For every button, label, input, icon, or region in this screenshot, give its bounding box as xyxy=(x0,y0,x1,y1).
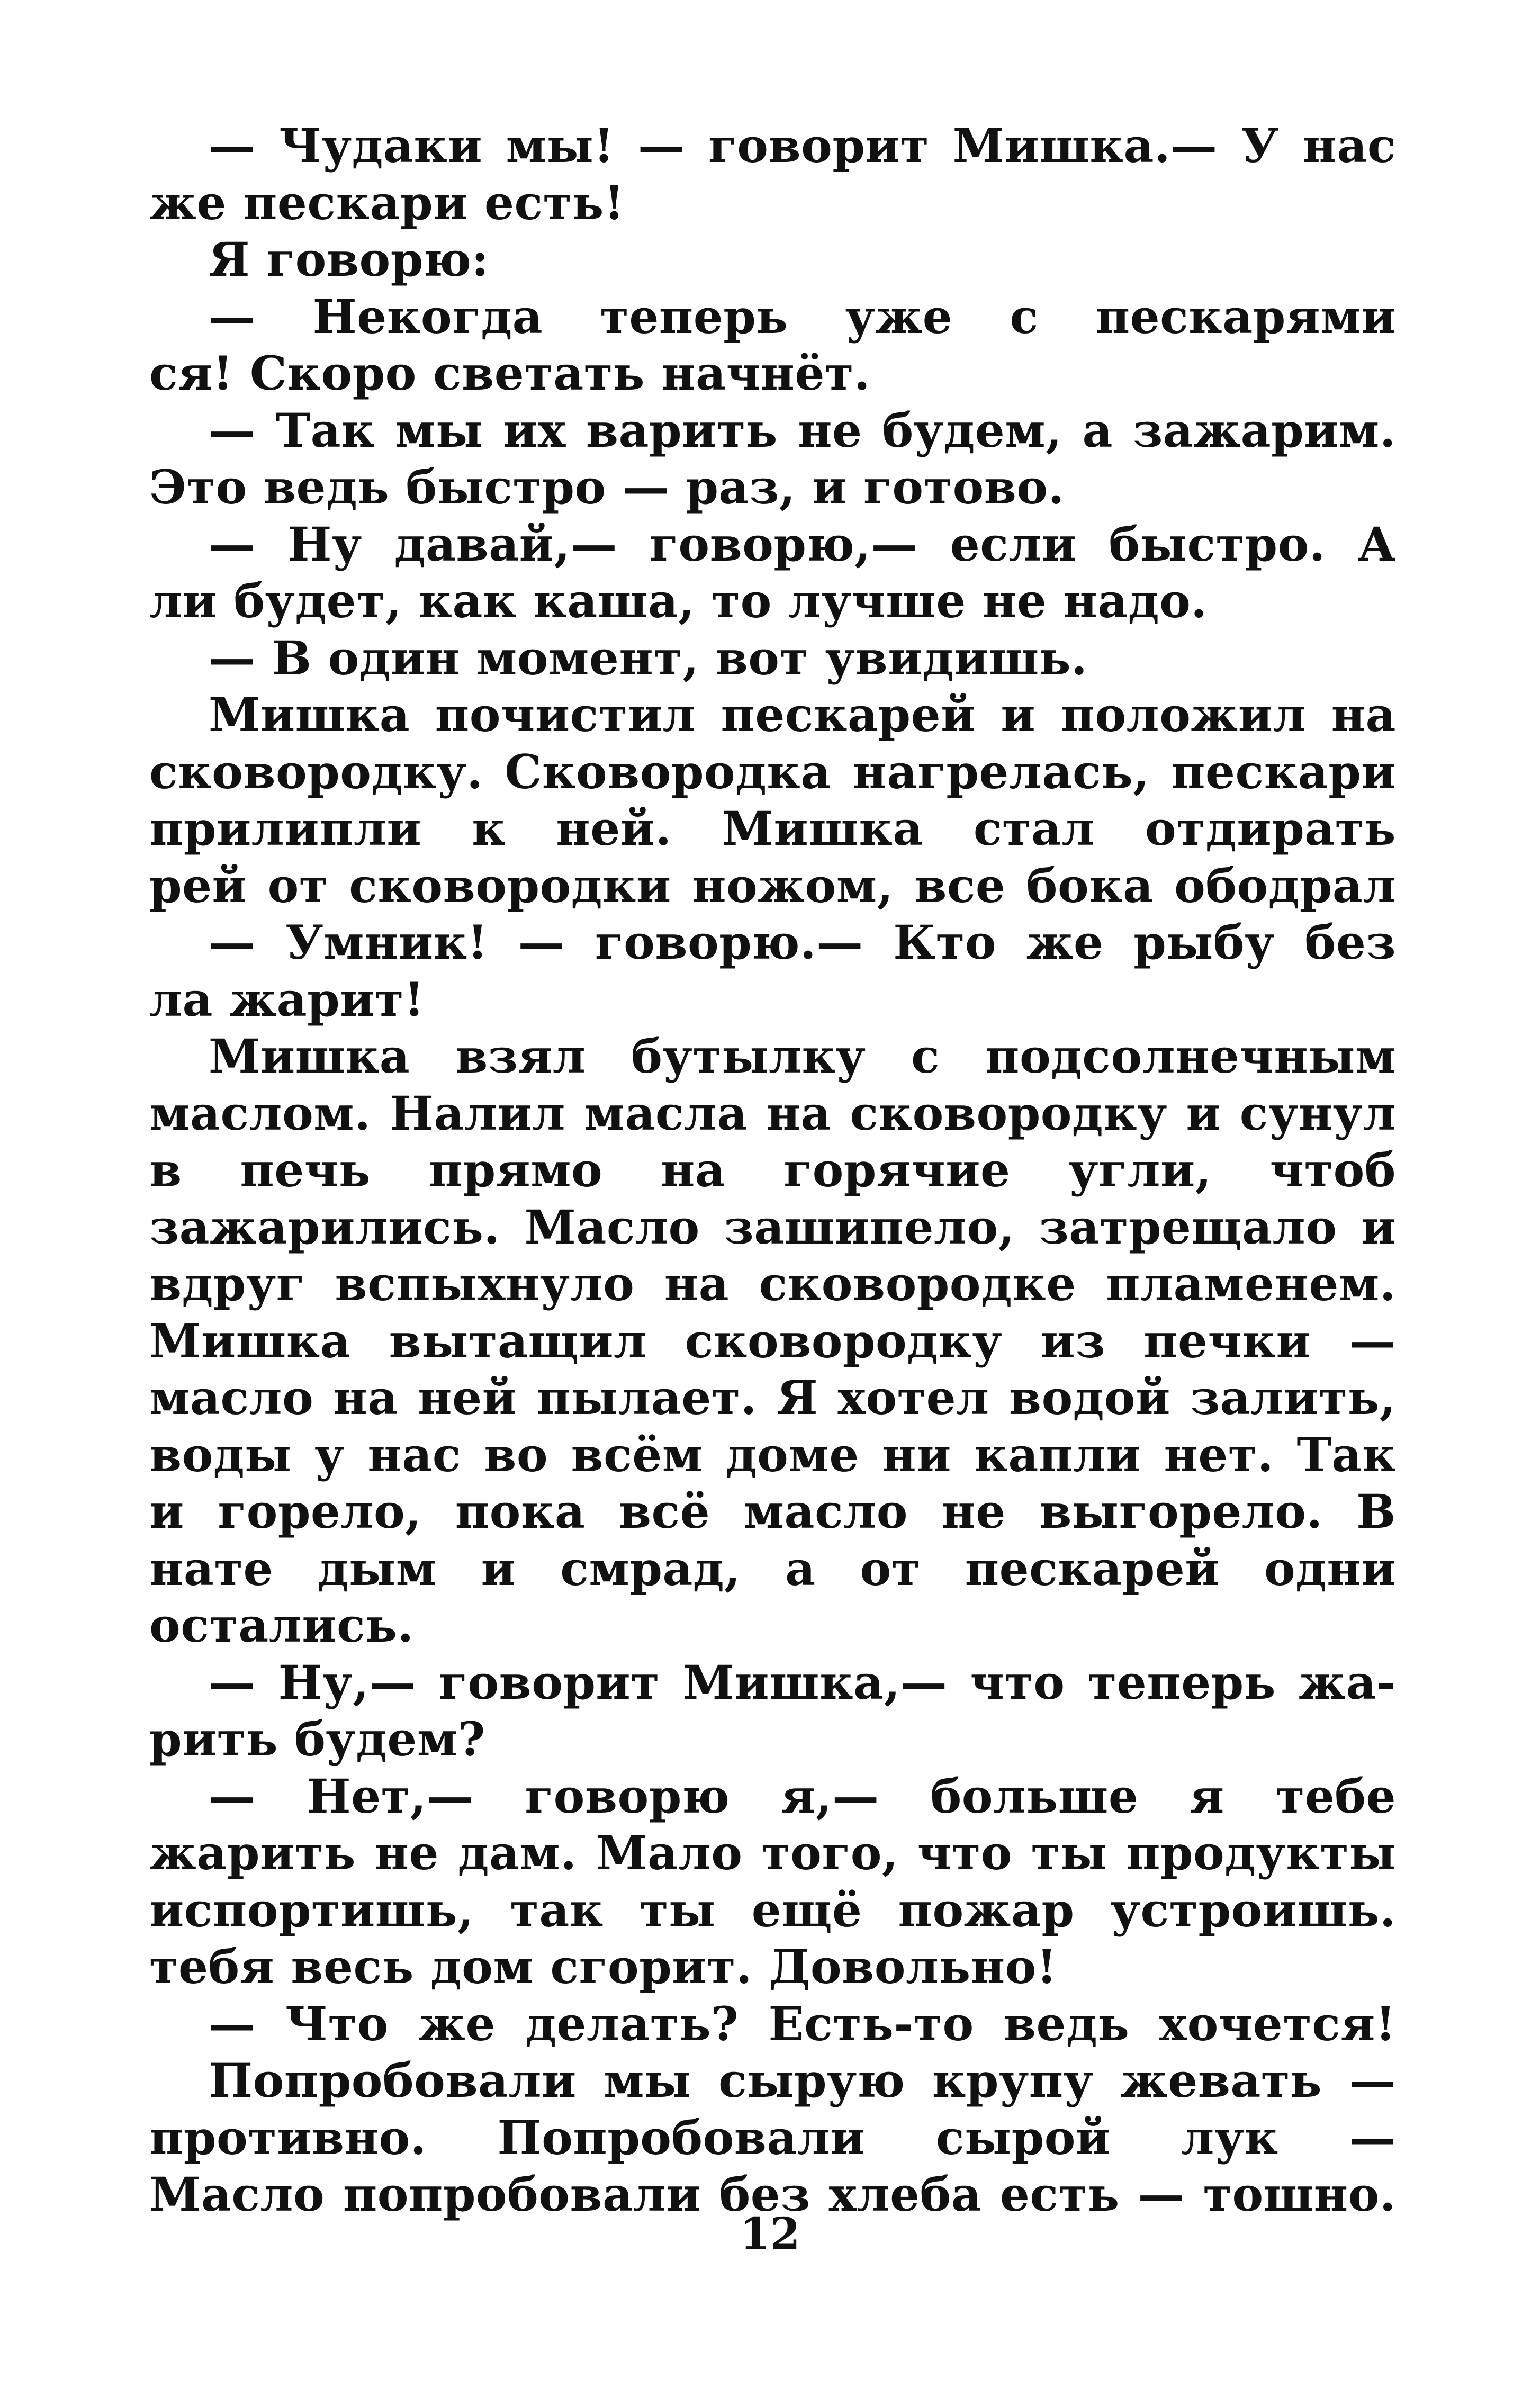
text-line-content: — Так мы их варить не будем, а зажарим. xyxy=(209,402,1396,458)
text-line-content: Мишка почистил пескарей и положил на xyxy=(209,687,1396,742)
text-line-content: — Ну,— говорит Мишка,— что теперь жа- xyxy=(209,1654,1396,1710)
text-line xyxy=(149,289,1396,346)
text-line xyxy=(149,573,1396,630)
text-line-content: — Ну давай,— говорю,— если быстро. А xyxy=(209,516,1396,572)
text-line-content: — Умник! — говорю.— Кто же рыбу без xyxy=(209,915,1396,970)
text-line-content: — Что же делать? Есть-то ведь хочется! xyxy=(209,1996,1396,2051)
text-line-content: же пескари есть! xyxy=(149,175,625,230)
text-line-content: воды у нас во всём доме ни капли нет. Так xyxy=(149,1427,1396,1482)
text-line xyxy=(149,1711,1396,1768)
text-line xyxy=(149,2052,1396,2110)
text-line xyxy=(149,231,1396,289)
text-line xyxy=(149,1654,1396,1712)
text-line-content: противно. Попробовали сырой лук — xyxy=(149,2110,1396,2165)
text-line xyxy=(149,459,1396,516)
text-line xyxy=(149,971,1396,1029)
text-line-content: остались. xyxy=(149,1598,414,1653)
text-line xyxy=(149,914,1396,971)
text-line xyxy=(149,800,1396,858)
text-line xyxy=(149,1996,1396,2053)
text-line xyxy=(149,1199,1396,1256)
text-line-content: — Нет,— говорю я,— больше я тебе xyxy=(209,1768,1396,1824)
text-line xyxy=(149,118,1396,175)
text-line xyxy=(149,1142,1396,1199)
text-line xyxy=(149,1541,1396,1598)
text-line-content: вдруг вспыхнуло на сковородке пламенем. xyxy=(149,1256,1396,1311)
text-line-content: тебя весь дом сгорит. Довольно! xyxy=(149,1939,1057,1994)
text-line xyxy=(149,1882,1396,1939)
text-line xyxy=(149,687,1396,744)
text-line-content: ли будет, как каша, то лучше не надо. xyxy=(149,573,1208,628)
body-text xyxy=(149,118,1396,2223)
text-line xyxy=(149,345,1396,402)
text-line-content: ся! Скоро светать начнёт. xyxy=(149,346,871,401)
text-line-content: — Чудаки мы! — говорит Мишка.— У нас xyxy=(209,118,1396,173)
text-line xyxy=(149,1825,1396,1882)
text-line-content: рить будем? xyxy=(149,1712,485,1767)
text-line-content: испортишь, так ты ещё пожар устроишь. xyxy=(149,1882,1396,1938)
text-line xyxy=(149,1256,1396,1313)
text-line xyxy=(149,858,1396,915)
text-line-content: нате дым и смрад, а от пескарей одни xyxy=(149,1541,1396,1596)
text-line-content: прилипли к ней. Мишка стал отдирать xyxy=(149,801,1396,856)
text-line-content: Масло попробовали без хлеба есть — тошно. xyxy=(149,2167,1396,2222)
text-line xyxy=(149,1313,1396,1370)
page-number: 12 xyxy=(740,2209,800,2259)
text-line-content: масло на ней пылает. Я хотел водой залить, xyxy=(149,1370,1396,1425)
text-line xyxy=(149,516,1396,573)
text-line xyxy=(149,1028,1396,1085)
text-line xyxy=(149,744,1396,801)
text-line-content: рей от сковородки ножом, все бока ободрал xyxy=(149,858,1396,913)
text-line xyxy=(149,1427,1396,1484)
text-line-content: сковородку. Сковородка нагрелась, пескари xyxy=(149,744,1396,799)
text-line xyxy=(149,1939,1396,1996)
text-line xyxy=(149,2110,1396,2167)
text-line xyxy=(149,402,1396,460)
text-line-content: Мишка вытащил сковородку из печки — xyxy=(149,1313,1396,1368)
text-line-content: Это ведь быстро — раз, и готово. xyxy=(149,460,1065,515)
text-line xyxy=(149,630,1396,687)
text-line-content: маслом. Налил масла на сковородку и сунул xyxy=(149,1085,1396,1141)
text-line-content: и горело, пока всё масло не выгорело. В xyxy=(149,1484,1396,1539)
text-line xyxy=(149,1085,1396,1142)
text-line xyxy=(149,1370,1396,1427)
text-line-content: жарить не дам. Мало того, что ты продукты xyxy=(149,1825,1396,1880)
text-line-content: в печь прямо на горячие угли, чтоб xyxy=(149,1142,1396,1197)
text-line-content: Попробовали мы сырую крупу жевать — xyxy=(209,2053,1396,2108)
text-line-content: Я говорю: xyxy=(209,232,489,287)
text-line-content: зажарились. Масло зашипело, затрещало и xyxy=(149,1199,1396,1255)
text-line-content: Мишка взял бутылку с подсолнечным xyxy=(209,1029,1396,1084)
text-line xyxy=(149,1597,1396,1654)
text-line-content: — Некогда теперь уже с пескарями xyxy=(209,289,1396,344)
text-line xyxy=(149,1483,1396,1541)
text-line-content: ла жарит! xyxy=(149,971,425,1027)
text-line xyxy=(149,1768,1396,1825)
text-line xyxy=(149,175,1396,232)
text-line-content: — В один момент, вот увидишь. xyxy=(209,630,1088,686)
